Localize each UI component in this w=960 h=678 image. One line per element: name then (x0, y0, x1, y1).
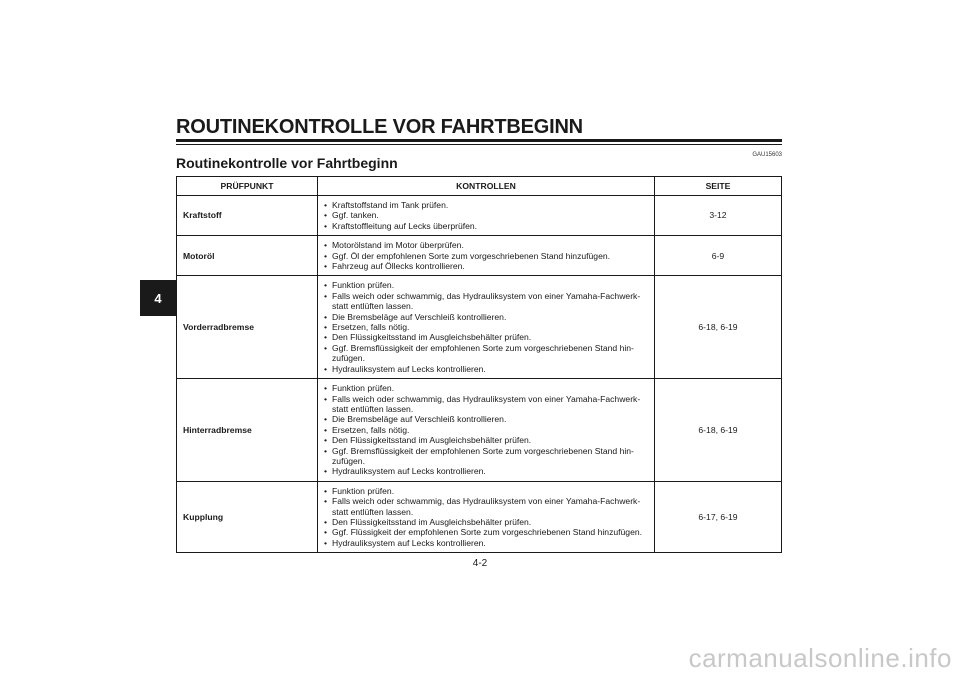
table-row (177, 196, 782, 236)
row-item: Vorderradbremse (177, 276, 318, 379)
table-row (177, 236, 782, 276)
check-item: • Ggf. Bremsflüssigkeit der empfohlenen Sorte zum vorgeschriebenen Stand hin-zufügen. (324, 343, 648, 364)
check-item: • Kraftstoffstand im Tank prüfen. (324, 200, 648, 210)
section-title: Routinekontrolle vor Fahrtbeginn (176, 155, 398, 171)
row-page-ref: 6-18, 6-19 (655, 379, 782, 482)
row-page-ref: 3-12 (655, 196, 782, 236)
check-item: • Fahrzeug auf Öllecks kontrollieren. (324, 261, 648, 271)
table-row (177, 276, 782, 379)
section-code: GAU15603 (752, 152, 782, 158)
check-item: • Ggf. Öl der empfohlenen Sorte zum vorgeschriebenen Stand hinzufügen. (324, 251, 648, 261)
check-item: • Den Flüssigkeitsstand im Ausgleichsbehälter prüfen. (324, 435, 648, 445)
row-checks (318, 379, 655, 482)
check-item: • Die Bremsbeläge auf Verschleiß kontrollieren. (324, 312, 648, 322)
check-item: • Hydrauliksystem auf Lecks kontrollieren. (324, 538, 648, 548)
checks-list (324, 200, 648, 231)
check-item: • Hydrauliksystem auf Lecks kontrollieren. (324, 364, 648, 374)
checks-list (324, 383, 648, 477)
row-page-ref: 6-18, 6-19 (655, 276, 782, 379)
checks-list (324, 240, 648, 271)
check-item: • Kraftstoffleitung auf Lecks überprüfen. (324, 221, 648, 231)
check-item: • Falls weich oder schwammig, das Hydrauliksystem von einer Yamaha-Fachwerk-statt entlüften lassen. (324, 291, 648, 312)
header-rule-thin (176, 144, 782, 145)
check-item: • Ggf. Bremsflüssigkeit der empfohlenen Sorte zum vorgeschriebenen Stand hin-zufügen. (324, 446, 648, 467)
check-item: • Ersetzen, falls nötig. (324, 425, 648, 435)
chapter-title: ROUTINEKONTROLLE VOR FAHRTBEGINN (176, 116, 583, 138)
checks-list (324, 486, 648, 548)
header-item: PRÜFPUNKT (177, 177, 318, 196)
check-table (176, 176, 782, 553)
check-item: • Den Flüssigkeitsstand im Ausgleichsbehälter prüfen. (324, 517, 648, 527)
check-item: • Funktion prüfen. (324, 486, 648, 496)
chapter-tab: 4 (140, 280, 176, 316)
check-item: • Hydrauliksystem auf Lecks kontrollieren. (324, 466, 648, 476)
check-item: • Falls weich oder schwammig, das Hydrauliksystem von einer Yamaha-Fachwerk-statt entlüften lassen. (324, 496, 648, 517)
table-row (177, 379, 782, 482)
watermark: carmanualsonline.info (688, 643, 952, 673)
row-checks (318, 276, 655, 379)
table-header-row (177, 177, 782, 196)
check-item: • Den Flüssigkeitsstand im Ausgleichsbehälter prüfen. (324, 332, 648, 342)
header-page: SEITE (655, 177, 782, 196)
check-item: • Funktion prüfen. (324, 280, 648, 290)
row-item: Kraftstoff (177, 196, 318, 236)
check-item: • Ggf. Flüssigkeit der empfohlenen Sorte zum vorgeschriebenen Stand hinzufügen. (324, 527, 648, 537)
row-item: Motoröl (177, 236, 318, 276)
row-checks (318, 196, 655, 236)
header-checks: KONTROLLEN (318, 177, 655, 196)
table-row (177, 481, 782, 552)
row-item: Hinterradbremse (177, 379, 318, 482)
row-checks (318, 481, 655, 552)
check-item: • Ersetzen, falls nötig. (324, 322, 648, 332)
check-item: • Ggf. tanken. (324, 210, 648, 220)
check-item: • Funktion prüfen. (324, 383, 648, 393)
table-body (177, 196, 782, 553)
page-number: 4-2 (472, 558, 488, 569)
check-item: • Falls weich oder schwammig, das Hydrauliksystem von einer Yamaha-Fachwerk-statt entlüften lassen. (324, 394, 648, 415)
checks-list (324, 280, 648, 374)
check-item: • Die Bremsbeläge auf Verschleiß kontrollieren. (324, 414, 648, 424)
row-page-ref: 6-9 (655, 236, 782, 276)
check-item: • Motorölstand im Motor überprüfen. (324, 240, 648, 250)
row-item: Kupplung (177, 481, 318, 552)
row-checks (318, 236, 655, 276)
header-rule-thick (176, 139, 782, 142)
row-page-ref: 6-17, 6-19 (655, 481, 782, 552)
